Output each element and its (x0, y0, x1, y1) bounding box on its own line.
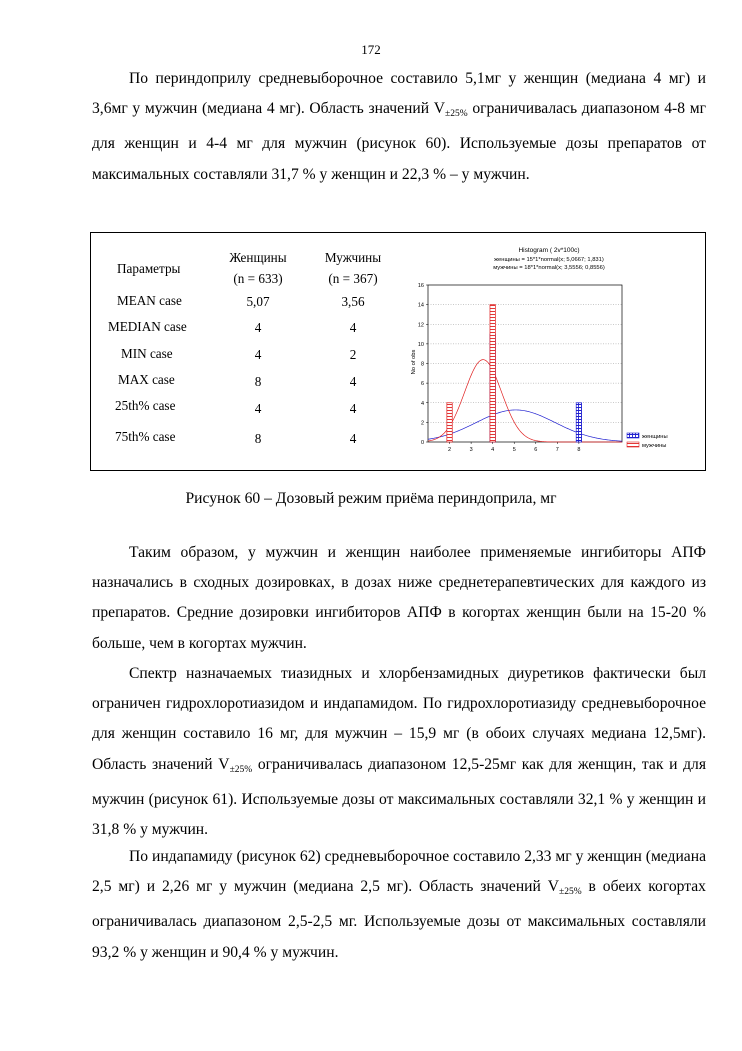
y-tick-label: 2 (420, 420, 424, 427)
table-header-params: Параметры (117, 261, 181, 276)
chart-legend (627, 433, 668, 449)
chart-title: Histogram ( 2v*100c) (518, 247, 580, 254)
y-tick-label: 4 (420, 400, 424, 407)
plot-area (428, 285, 622, 442)
table-row-param: MAX case (118, 372, 175, 387)
table-row-women: 4 (254, 320, 262, 335)
table-row-param: MEDIAN case (108, 319, 187, 334)
x-tick-label: 5 (512, 447, 516, 453)
table-row-women: 5,07 (246, 294, 270, 309)
y-tick-label: 8 (420, 361, 424, 368)
table-row-param: 25th% case (115, 398, 176, 413)
chart-subtitle-men: мужчины = 18*1*normal(x; 3,5556; 0,8556) (493, 265, 605, 271)
y-axis-label: No of obs (411, 349, 417, 375)
table-row-men: 4 (349, 374, 357, 389)
legend-label-women: женщины (642, 434, 668, 440)
table-row-men: 4 (349, 401, 357, 416)
x-tick-label: 2 (448, 447, 452, 453)
y-tick-label: 14 (417, 302, 424, 309)
histogram-bar (490, 305, 495, 442)
histogram-bar (447, 403, 452, 442)
paragraph-diuretics: Спектр назначаемых тиазидных и хлорбензамидных диуретиков фактически был ограничен гидрохлоротиазидом и индапамидом. По гидрохлоротиазиду средневыборочное для женщин составило 16 мг, для мужчин – 15,9 мг (в обоих случаях медиана 12,5мг). Область значений $V_{\pm 25\%}$ ограничивалась диапазоном 12,5-25мг как для женщин, так и для мужчин (рисунок 61). Используемые дозы от максимальных составляли 32,1 % у женщин и 31,8 % у мужчин. (92, 665, 706, 839)
legend-swatch-men (627, 442, 639, 447)
table-row-women: 8 (254, 431, 262, 446)
table-row-women: 4 (254, 401, 262, 416)
chart-subtitle-women: женщины = 15*1*normal(x; 5,0667; 1,831) (494, 257, 604, 263)
table-row-param: MEAN case (117, 293, 182, 308)
table-row-men: 4 (349, 320, 357, 335)
x-tick-label: 3 (469, 447, 473, 453)
table-header-women-n: (n = 633) (233, 271, 283, 286)
paragraph-conclusion: Таким образом, у мужчин и женщин наиболее применяемые ингибиторы АПФ назначались в сходных дозировках, в дозах ниже среднетерапевтических для каждого из препаратов. Средние дозировки ингибиторов АПФ в когортах женщин были на 15-20 % больше, чем в когортах мужчин. (92, 544, 706, 652)
table-row-men: 2 (349, 347, 357, 362)
table-row-women: 4 (254, 347, 262, 362)
y-tick-label: 0 (420, 440, 424, 446)
y-tick-label: 10 (417, 341, 424, 348)
paragraph-indapamide: По индапамиду (рисунок 62) средневыборочное составило 2,33 мг у женщин (медиана 2,5 мг) и 2,26 мг у мужчин (медиана 2,5 мг). Область значений $V_{\pm 25\%}$ в обеих когортах ограничивалась диапазоном 2,5-2,5 мг. Используемые дозы от максимальных составляли 93,2 % у женщин и 90,4 % у мужчин. (92, 848, 706, 961)
table-header-men: Мужчины (324, 250, 382, 265)
table-row-women: 8 (254, 374, 262, 389)
table-row-men: 3,56 (341, 294, 365, 309)
table-row-men: 4 (349, 431, 357, 446)
legend-label-men: мужчины (642, 443, 667, 449)
histogram-bar (576, 403, 581, 442)
x-tick-label: 4 (491, 447, 495, 453)
x-tick-label: 8 (577, 447, 581, 453)
y-tick-label: 16 (417, 283, 424, 289)
x-tick-label: 7 (555, 447, 559, 453)
table-row-param: 75th% case (115, 429, 176, 444)
paragraph-perindopril: По периндоприлу средневыборочное составило 5,1мг у женщин (медиана 4 мг) и 3,6мг у мужчин (медиана 4 мг). Область значений $V_{\pm 25\%}$ ограничивалась диапазоном 4-8 мг для женщин и 4-4 мг для мужчин (рисунок 60). Используемые дозы препаратов от максимальных составляли 31,7 % у женщин и 22,3 % – у мужчин. (92, 70, 706, 183)
x-tick-label: 6 (534, 447, 538, 453)
figure-caption: Рисунок 60 – Дозовый режим приёма периндоприла, мг (185, 490, 557, 507)
table-row-param: MIN case (121, 346, 173, 361)
y-tick-label: 12 (417, 322, 424, 329)
legend-swatch-women (627, 433, 639, 438)
figure-60 (90, 232, 706, 471)
page-number: 172 (361, 42, 381, 57)
y-tick-label: 6 (420, 381, 424, 388)
table-header-women: Женщины (229, 250, 287, 265)
table-header-men-n: (n = 367) (328, 271, 378, 286)
histogram-chart (409, 241, 699, 463)
